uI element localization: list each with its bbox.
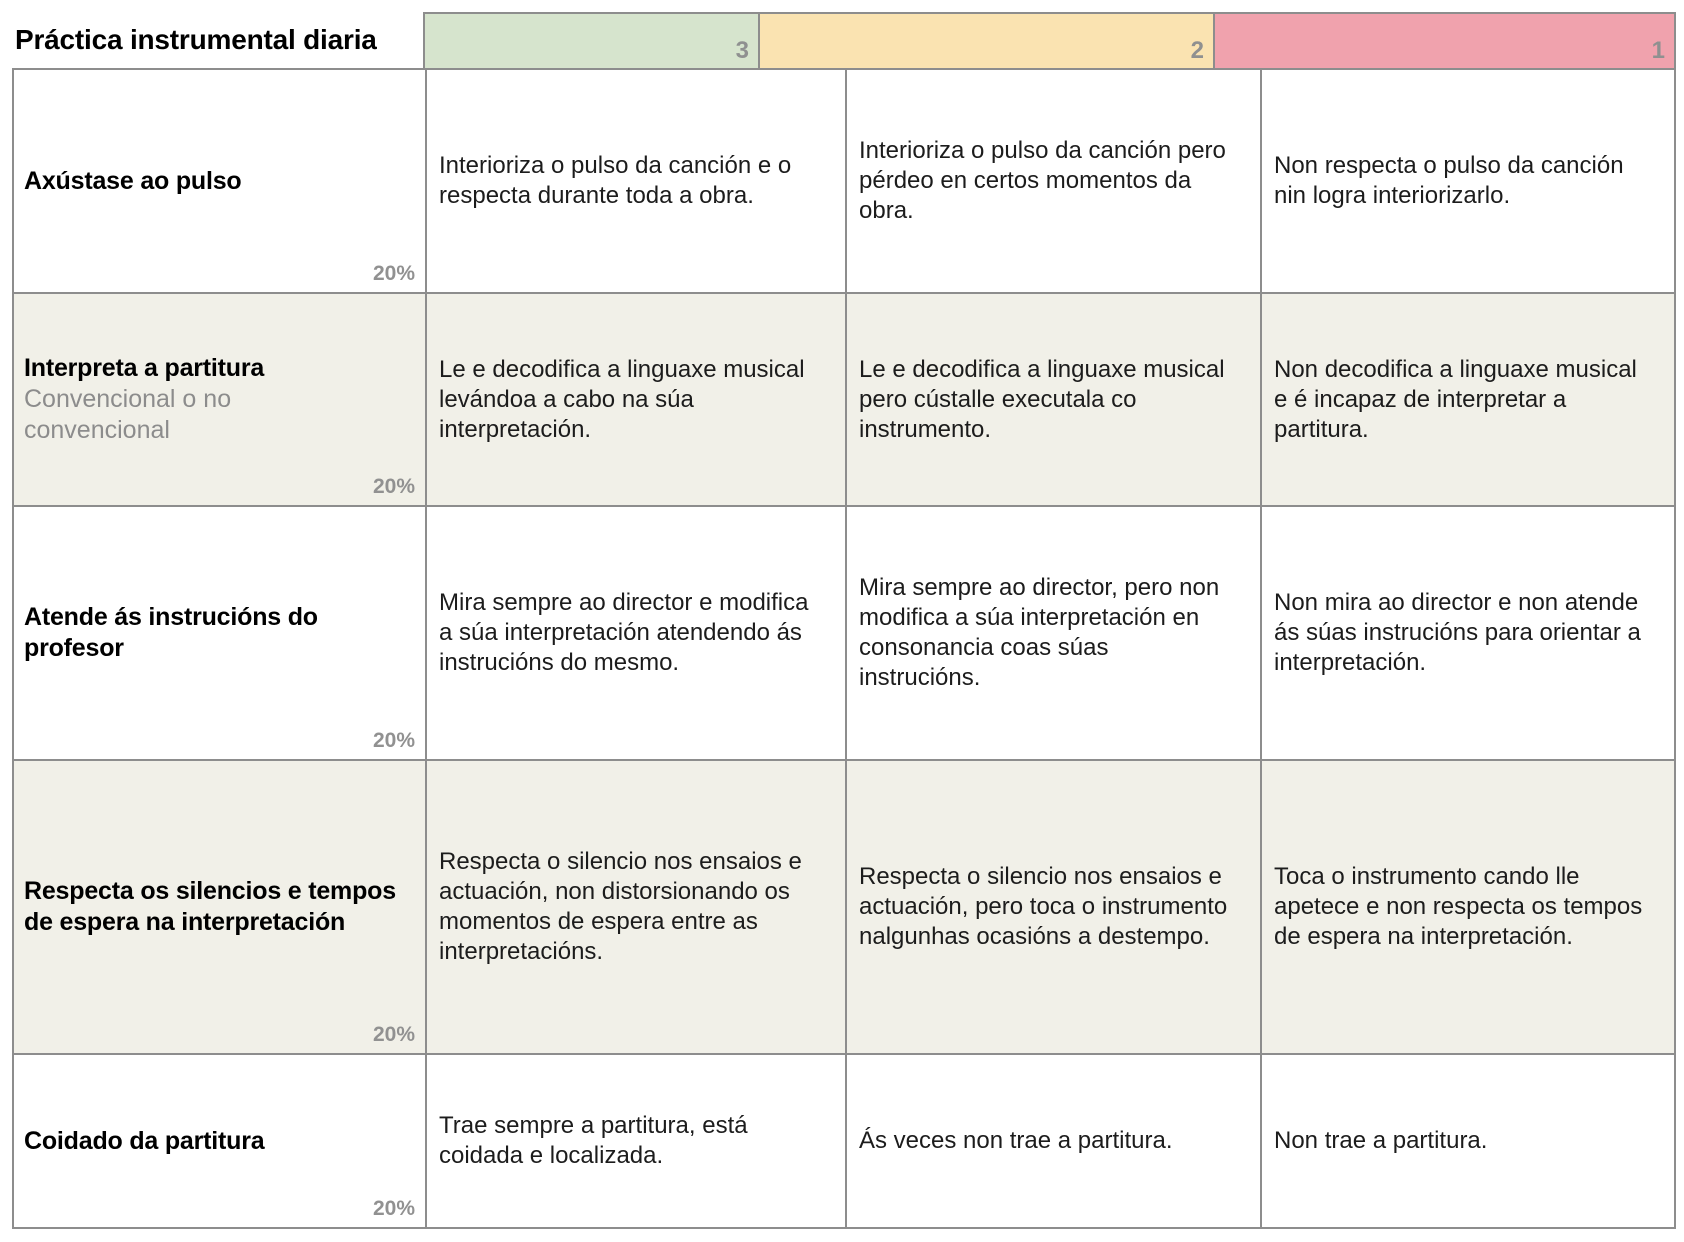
level-3-description: Interioriza o pulso da canción e o respecta durante toda a obra. bbox=[439, 152, 792, 209]
criterion-title: Interpreta a partitura bbox=[24, 354, 265, 382]
level-3-description-cell bbox=[425, 507, 845, 759]
criterion-title: Atende ás instrucións do profesor bbox=[24, 603, 318, 662]
criterion-weight: 20% bbox=[372, 475, 415, 498]
criterion-title: Respecta os silencios e tempos de espera na interpretación bbox=[24, 877, 396, 936]
level-3-description-cell bbox=[425, 761, 845, 1053]
level-1-description: Non trae a partitura. bbox=[1274, 1127, 1488, 1154]
rubric-header-row bbox=[12, 12, 1676, 68]
level-3-score: 3 bbox=[735, 37, 749, 64]
criterion-text-block bbox=[24, 1126, 413, 1157]
criterion-cell bbox=[14, 294, 425, 505]
level-3-description-cell bbox=[425, 1055, 845, 1227]
rubric-table bbox=[12, 12, 1676, 1229]
criterion-cell bbox=[14, 761, 425, 1053]
level-2-description: Respecta o silencio nos ensaios e actuación, pero toca o instrumento nalgunhas ocasións a destempo. bbox=[859, 863, 1228, 950]
level-2-description: Le e decodifica a linguaxe musical pero cústalle executala co instrumento. bbox=[859, 355, 1225, 443]
criterion-title: Axústase ao pulso bbox=[24, 166, 242, 195]
page-title: Práctica instrumental diaria bbox=[15, 24, 377, 55]
level-2-score: 2 bbox=[1190, 37, 1204, 64]
level-2-description: Interioriza o pulso da canción pero pérdeo en certos momentos da obra. bbox=[859, 137, 1226, 224]
level-1-description: Toca o instrumento cando lle apetece e non respecta os tempos de espera na interpretación. bbox=[1274, 863, 1643, 950]
criterion-text-block bbox=[24, 166, 413, 197]
level-3-description-cell bbox=[425, 70, 845, 292]
criterion-weight: 20% bbox=[372, 262, 415, 285]
rubric-page bbox=[12, 12, 1672, 1229]
level-1-description: Non decodifica a linguaxe musical e é incapaz de interpretar a partitura. bbox=[1274, 355, 1637, 443]
table-row bbox=[14, 1053, 1674, 1227]
criterion-subtitle: Convencional o no convencional bbox=[24, 385, 232, 444]
rubric-body bbox=[12, 68, 1676, 1229]
level-1-description-cell bbox=[1260, 761, 1674, 1053]
header-level-1-cell bbox=[1215, 12, 1676, 68]
criterion-text-block bbox=[24, 353, 413, 446]
level-3-description: Mira sempre ao director e modifica a súa interpretación atendendo ás instrucións do mesmo. bbox=[439, 589, 809, 676]
level-3-description: Respecta o silencio nos ensaios e actuación, non distorsionando os momentos de espera entre as interpretacións. bbox=[439, 848, 802, 965]
criterion-weight: 20% bbox=[372, 1197, 415, 1220]
header-level-2-cell bbox=[760, 12, 1215, 68]
table-row bbox=[14, 292, 1674, 505]
level-3-description-cell bbox=[425, 294, 845, 505]
criterion-cell bbox=[14, 507, 425, 759]
table-row bbox=[14, 505, 1674, 759]
level-1-description-cell bbox=[1260, 1055, 1674, 1227]
level-1-description-cell bbox=[1260, 70, 1674, 292]
level-2-description: Mira sempre ao director, pero non modifica a súa interpretación en consonancia coas súas instrucións. bbox=[859, 574, 1220, 691]
table-row bbox=[14, 759, 1674, 1053]
level-3-description: Trae sempre a partitura, está coidada e localizada. bbox=[439, 1112, 748, 1169]
criterion-cell bbox=[14, 1055, 425, 1227]
level-1-score: 1 bbox=[1651, 37, 1665, 64]
criterion-title: Coidado da partitura bbox=[24, 1126, 265, 1155]
level-3-description: Le e decodifica a linguaxe musical levándoa a cabo na súa interpretación. bbox=[439, 355, 805, 443]
criterion-weight: 20% bbox=[372, 1023, 415, 1046]
header-level-3-cell bbox=[423, 12, 760, 68]
level-2-description-cell bbox=[845, 294, 1260, 505]
criterion-cell bbox=[14, 70, 425, 292]
level-1-description-cell bbox=[1260, 507, 1674, 759]
level-1-description: Non mira ao director e non atende ás súas instrucións para orientar a interpretación. bbox=[1274, 589, 1641, 676]
level-2-description-cell bbox=[845, 70, 1260, 292]
level-2-description-cell bbox=[845, 507, 1260, 759]
level-1-description-cell bbox=[1260, 294, 1674, 505]
criterion-weight: 20% bbox=[372, 729, 415, 752]
level-2-description: Ás veces non trae a partitura. bbox=[859, 1127, 1173, 1154]
level-2-description-cell bbox=[845, 1055, 1260, 1227]
criterion-text-block bbox=[24, 602, 413, 664]
criterion-text-block bbox=[24, 876, 413, 938]
level-1-description: Non respecta o pulso da canción nin logra interiorizarlo. bbox=[1274, 152, 1624, 209]
level-2-description-cell bbox=[845, 761, 1260, 1053]
table-row bbox=[14, 70, 1674, 292]
